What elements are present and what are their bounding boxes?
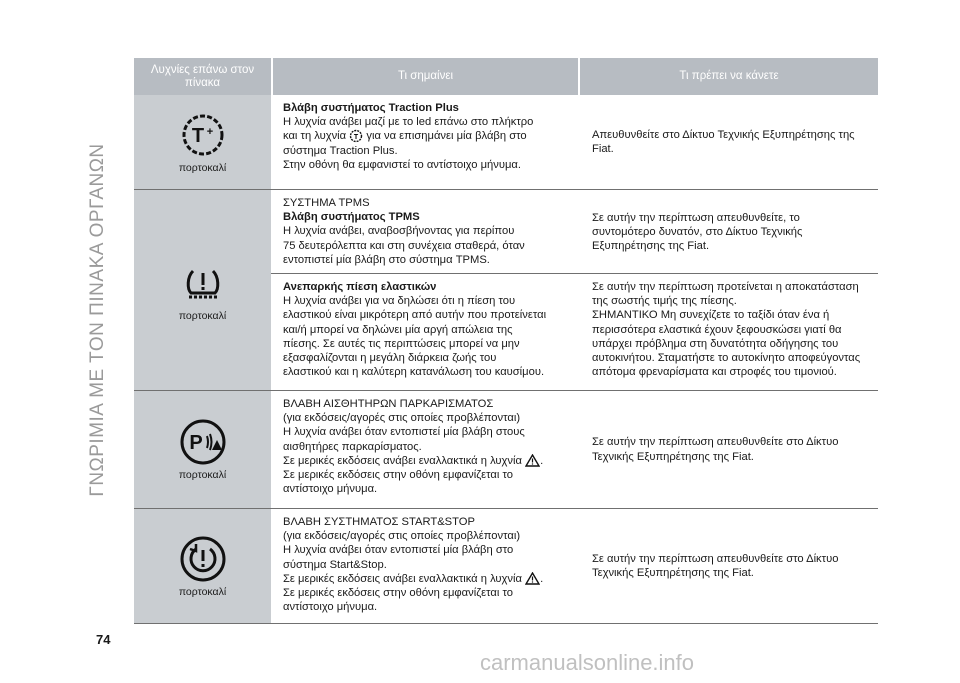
traction-plus-icon (179, 111, 227, 159)
svg-text:T: T (191, 124, 204, 147)
start-stop-icon (179, 535, 227, 583)
header-meaning: Τι σημαίνει (271, 58, 580, 95)
table-row: πορτοκαλί ΣΥΣΤΗΜΑ TPMS Βλάβη συστήματος TPMS Η λυχνία ανάβει, αναβοσβήνοντας για περίπου 75 δευτερόλεπτα και στη συνέχεια σταθερά, όταν εντοπιστεί μία βλάβη στο σύστημα TPMS. Σε αυτήν την περίπτωση απευθυνθείτε, το συντομότερο δυνατόν, στο Δίκτυο Τεχνικής Εξυπηρέτησης της Fiat. Ανεπαρκής πίεση ελαστικών Η λυχνία ανάβει για να δηλώσει ότι η πίεση του ελαστικού είναι μικρότερη από αυτήν που προτείνεται και/ή μπορεί να δηλώνει μία αργή απώλεια της πίεσης. Σε αυτές τις περιπτώσεις μπορεί να μην εξασφαλίζονται η μεγάλη διάρκεια ζωής του ελαστικού και η καλύτερη κατανάλωση του καυσίμου. Σε αυτήν την περίπτωση προτείνεται η αποκατάσταση της σωστής τιμής της πίεσης. ΣΗΜΑΝΤΙΚΟ Μη συνεχίζετε το ταξίδι όταν ένα ή περισσότερα ελαστικά έχουν ξεφουσκώσει γιατί θα υπάρχει πρόβλημα στη δυνατότητα οδήγησης του αυτοκινήτου. Σταματήστε το αυτοκίνητο αποφεύγοντας απότομα φρεναρίσματα και στροφές του τιμονιού. (134, 190, 878, 391)
color-label: πορτοκαλί (178, 469, 227, 481)
side-section-title: ΓΝΩΡΙΜΙΑ ΜΕ ΤΟΝ ΠΙΝΑΚΑ ΟΡΓΑΝΩΝ (87, 143, 108, 497)
color-label: πορτοκαλί (178, 585, 227, 598)
page-number: 74 (96, 632, 111, 647)
table-header (134, 58, 878, 95)
svg-text:P: P (188, 432, 203, 454)
park-sensors-icon (179, 418, 227, 466)
color-label: πορτοκαλί (178, 161, 227, 174)
warning-lights-table (134, 58, 878, 624)
traction-inline-icon (349, 129, 363, 143)
warning-triangle-icon (525, 454, 540, 467)
watermark: carmanualsonline.info (480, 650, 695, 675)
warning-triangle-icon (525, 572, 540, 585)
table-row: T + πορτοκαλί Βλάβη συστήματος Traction Plus Η λυχνία ανάβει μαζί με το led επάνω στο πλήκτρο και τη λυχνία T για να επισημάνει μία βλάβη στο σύστημα Traction Plus. Στην οθόνη θα εμφανιστεί το αντίστοιχο μήνυμα. Απευθυνθείτε στο Δίκτυο Τεχνικής Εξυπηρέτησης της Fiat. (134, 95, 878, 190)
svg-text:T: T (354, 134, 359, 142)
table-row: πορτοκαλί ΒΛΑΒΗ ΣΥΣΤΗΜΑΤΟΣ START&STOP (για εκδόσεις/αγορές στις οποίες προβλέπονται) Η λυχνία ανάβει όταν εντοπιστεί μία βλάβη στο σύστημα Start&Stop. Σε μερικές εκδόσεις ανάβει εναλλακτικά η λυχνία . Σε μερικές εκδόσεις στην οθόνη εμφανίζεται το αντίστοιχο μήνυμα. Σε αυτήν την περίπτωση απευθυνθείτε στο Δίκτυο Τεχνικής Εξυπηρέτησης της Fiat. (134, 509, 878, 624)
header-lights: Λυχνίες επάνω στον πίνακα (150, 63, 255, 89)
table-row: P πορτοκαλί ΒΛΑΒΗ ΑΙΣΘΗΤΗΡΩΝ ΠΑΡΚΑΡΙΣΜΑΤΟΣ (για εκδόσεις/αγορές στις οποίες προβλέπονται) Η λυχνία ανάβει όταν εντοπιστεί μία βλάβη στους αισθητήρες παρκαρίσματος. Σε μερικές εκδόσεις ανάβει εναλλακτικά η λυχνία . Σε μερικές εκδόσεις στην οθόνη εμφανίζεται το αντίστοιχο μήνυμα. Σε αυτήν την περίπτωση απευθυνθείτε στο Δίκτυο Τεχνικής Εξυπηρέτησης της Fiat. (134, 391, 878, 509)
svg-text:+: + (206, 125, 213, 138)
header-action: Τι πρέπει να κάνετε (679, 70, 779, 82)
tpms-icon (179, 259, 227, 307)
color-label: πορτοκαλί (178, 309, 227, 322)
